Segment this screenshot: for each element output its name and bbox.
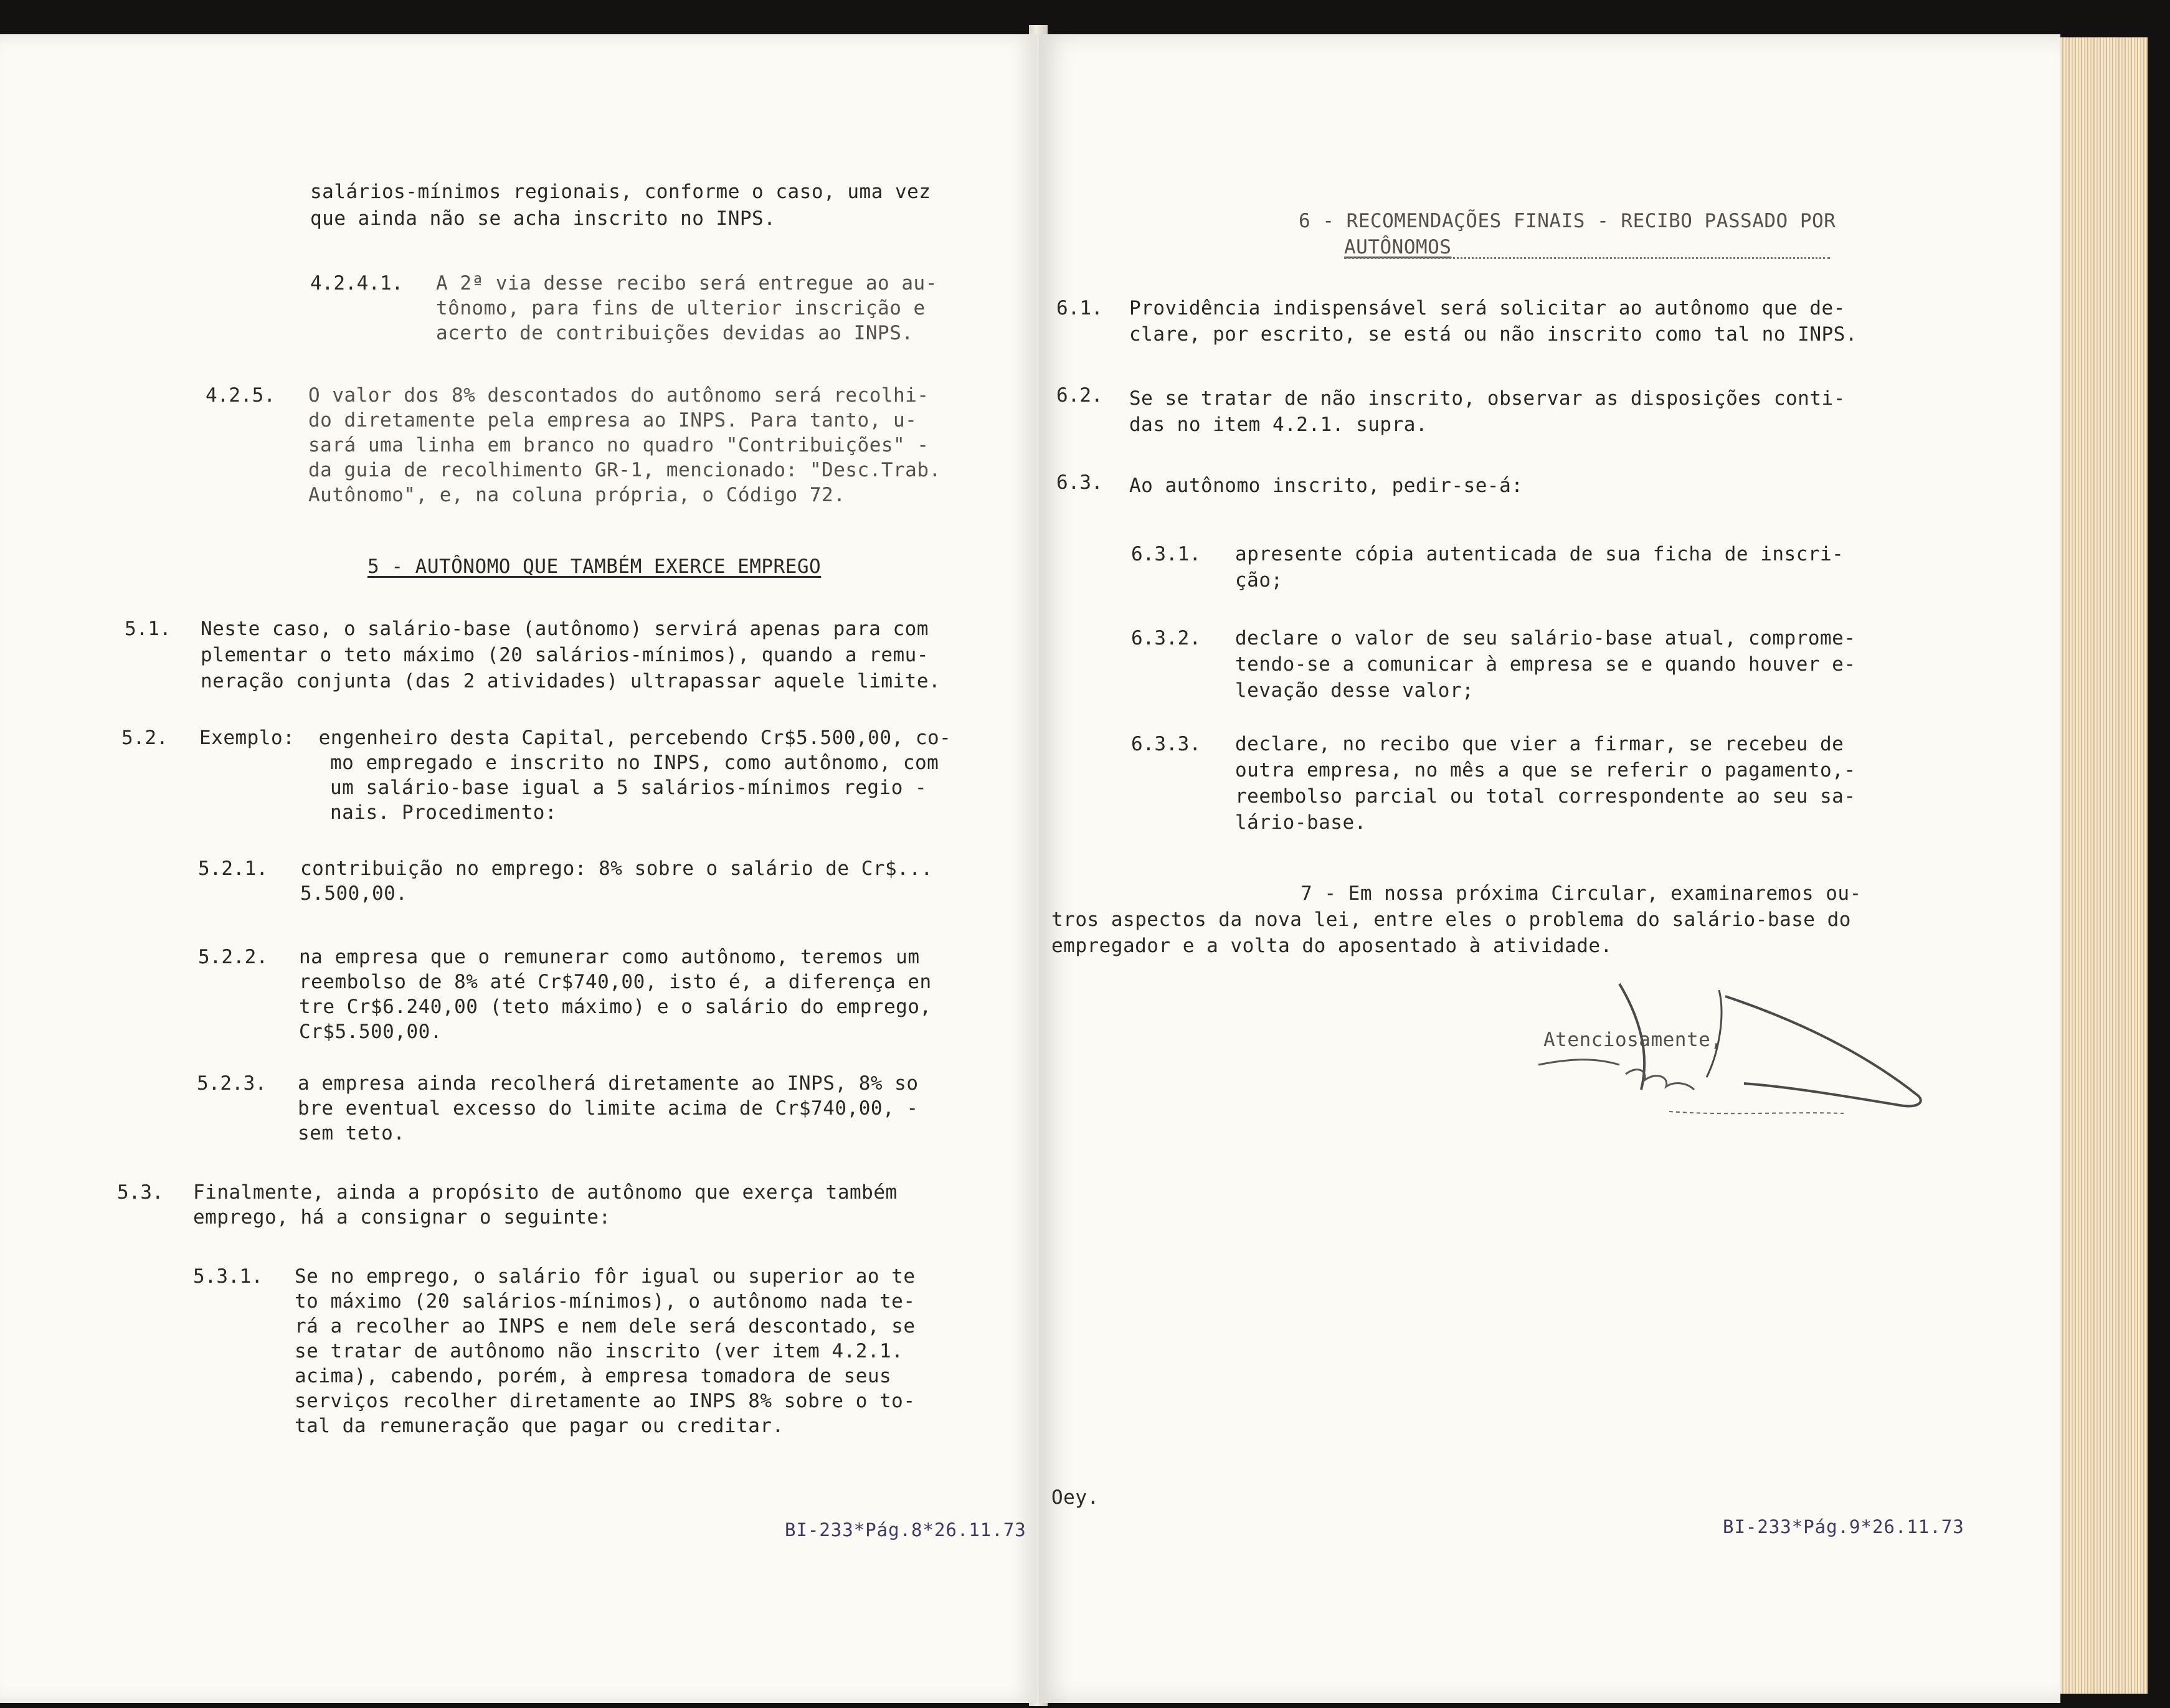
text-line: outra empresa, no mês a que se referir o pagamento,- bbox=[1235, 759, 1856, 781]
text-line: nais. Procedimento: bbox=[330, 801, 557, 824]
item-number: 5.2.1. bbox=[198, 857, 268, 880]
text-line: Cr$5.500,00. bbox=[299, 1021, 442, 1043]
item-number: 6.3.1. bbox=[1131, 543, 1201, 565]
text-line: declare o valor de seu salário-base atual, comprome- bbox=[1235, 627, 1856, 649]
item-number: 6.3. bbox=[1056, 471, 1103, 494]
text-line: O valor dos 8% descontados do autônomo será recolhi- bbox=[308, 384, 929, 407]
text-line: Se no emprego, o salário fôr igual ou superior ao te bbox=[295, 1265, 916, 1288]
item-number: 5.2.3. bbox=[197, 1072, 267, 1095]
text-line: Autônomo", e, na coluna própria, o Código 72. bbox=[308, 484, 846, 506]
item-number: 6.1. bbox=[1056, 297, 1103, 319]
page-footer: BI-233*Pág.8*26.11.73 bbox=[785, 1519, 1026, 1541]
text-line: do diretamente pela empresa ao INPS. Para tanto, u- bbox=[308, 409, 917, 432]
text-line: se tratar de autônomo não inscrito (ver item 4.2.1. bbox=[295, 1340, 904, 1362]
section-heading: 6 - RECOMENDAÇÕES FINAIS - RECIBO PASSADO POR bbox=[1299, 210, 1836, 232]
text-line: reembolso de 8% até Cr$740,00, isto é, a diferença en bbox=[299, 971, 932, 993]
handwritten-signature bbox=[1520, 978, 1931, 1146]
text-line: tal da remuneração que pagar ou creditar. bbox=[295, 1415, 784, 1437]
text-line: bre eventual excesso do limite acima de Cr$740,00, - bbox=[298, 1097, 919, 1120]
text-line: Providência indispensável será solicitar ao autônomo que de- bbox=[1129, 297, 1845, 319]
right-page bbox=[1039, 34, 2060, 1703]
text-line: apresente cópia autenticada de sua ficha de inscri- bbox=[1235, 543, 1844, 565]
section-heading: AUTÔNOMOS bbox=[1344, 236, 1452, 258]
text-line: acerto de contribuições devidas ao INPS. bbox=[436, 322, 914, 344]
text-line: reembolso parcial ou total correspondente ao seu sa- bbox=[1235, 785, 1856, 808]
text-line: sem teto. bbox=[298, 1122, 405, 1144]
text-line: que ainda não se acha inscrito no INPS. bbox=[310, 207, 776, 230]
text-line: A 2ª via desse recibo será entregue ao au- bbox=[436, 272, 937, 295]
text-line: salários-mínimos regionais, conforme o caso, uma vez bbox=[310, 181, 931, 203]
text-line: da guia de recolhimento GR-1, mencionado: "Desc.Trab. bbox=[308, 459, 941, 481]
text-line: Exemplo: engenheiro desta Capital, percebendo Cr$5.500,00, co- bbox=[199, 727, 952, 749]
text-line: das no item 4.2.1. supra. bbox=[1129, 413, 1428, 436]
text-line: empregador e a volta do aposentado à atividade. bbox=[1051, 935, 1613, 957]
text-line: mo empregado e inscrito no INPS, como autônomo, com bbox=[330, 752, 939, 774]
item-number: 5.3.1. bbox=[193, 1265, 263, 1288]
text-line: clare, por escrito, se está ou não inscrito como tal no INPS. bbox=[1129, 323, 1857, 346]
text-line: acima), cabendo, porém, à empresa tomadora de seus bbox=[295, 1365, 892, 1387]
text-line: Ao autônomo inscrito, pedir-se-á: bbox=[1129, 474, 1523, 497]
text-line: sará uma linha em branco no quadro "Contribuições" - bbox=[308, 434, 929, 456]
text-line: 5.500,00. bbox=[300, 882, 408, 905]
typist-initials: Oey. bbox=[1051, 1486, 1099, 1509]
text-line: tre Cr$6.240,00 (teto máximo) e o salário do emprego, bbox=[299, 996, 932, 1018]
item-number: 5.1. bbox=[125, 618, 171, 640]
closing-text: Atenciosamente, bbox=[1543, 1029, 1723, 1051]
page-footer: BI-233*Pág.9*26.11.73 bbox=[1723, 1516, 1964, 1537]
text-line: levação desse valor; bbox=[1235, 679, 1474, 702]
text-line: rá a recolher ao INPS e nem dele será descontado, se bbox=[295, 1315, 916, 1338]
item-number: 4.2.4.1. bbox=[310, 272, 404, 295]
text-line: neração conjunta (das 2 atividades) ultrapassar aquele limite. bbox=[201, 670, 941, 692]
text-line: lário-base. bbox=[1235, 811, 1367, 834]
item-number: 5.3. bbox=[117, 1181, 164, 1204]
text-line: contribuição no emprego: 8% sobre o salário de Cr$... bbox=[300, 857, 933, 880]
text-line: Neste caso, o salário-base (autônomo) servirá apenas para com bbox=[201, 618, 929, 640]
text-line: declare, no recibo que vier a firmar, se recebeu de bbox=[1235, 733, 1844, 755]
text-line: na empresa que o remunerar como autônomo, teremos um bbox=[299, 946, 920, 968]
section-heading: 5 - AUTÔNOMO QUE TAMBÉM EXERCE EMPREGO bbox=[367, 555, 822, 578]
text-line: um salário-base igual a 5 salários-mínimos regio - bbox=[330, 776, 927, 799]
text-line: a empresa ainda recolherá diretamente ao INPS, 8% so bbox=[298, 1072, 919, 1095]
text-line: plementar o teto máximo (20 salários-mínimos), quando a remu- bbox=[201, 644, 929, 666]
item-number: 5.2.2. bbox=[198, 946, 268, 968]
heading-underline bbox=[1344, 257, 1830, 259]
left-page bbox=[0, 34, 1037, 1703]
text-line: emprego, há a consignar o seguinte: bbox=[193, 1206, 611, 1229]
text-line: tendo-se a comunicar à empresa se e quando houver e- bbox=[1235, 653, 1856, 676]
text-line: serviços recolher diretamente ao INPS 8% sobre o to- bbox=[295, 1390, 916, 1412]
text-line: ção; bbox=[1235, 569, 1283, 592]
item-number: 5.2. bbox=[121, 727, 168, 749]
text-line: tônomo, para fins de ulterior inscrição e bbox=[436, 297, 926, 319]
text-line: tros aspectos da nova lei, entre eles o problema do salário-base do bbox=[1051, 908, 1851, 931]
text-line: Se se tratar de não inscrito, observar as disposições conti- bbox=[1129, 387, 1845, 410]
text-line: 7 - Em nossa próxima Circular, examinaremos ou- bbox=[1301, 882, 1862, 905]
text-line: to máximo (20 salários-mínimos), o autônomo nada te- bbox=[295, 1290, 916, 1313]
item-number: 6.3.3. bbox=[1131, 733, 1201, 755]
item-number: 6.3.2. bbox=[1131, 627, 1201, 649]
page-edges bbox=[2060, 37, 2148, 1694]
text-line: Finalmente, ainda a propósito de autônomo que exerça também bbox=[193, 1181, 898, 1204]
item-number: 4.2.5. bbox=[206, 384, 275, 407]
item-number: 6.2. bbox=[1056, 384, 1103, 407]
